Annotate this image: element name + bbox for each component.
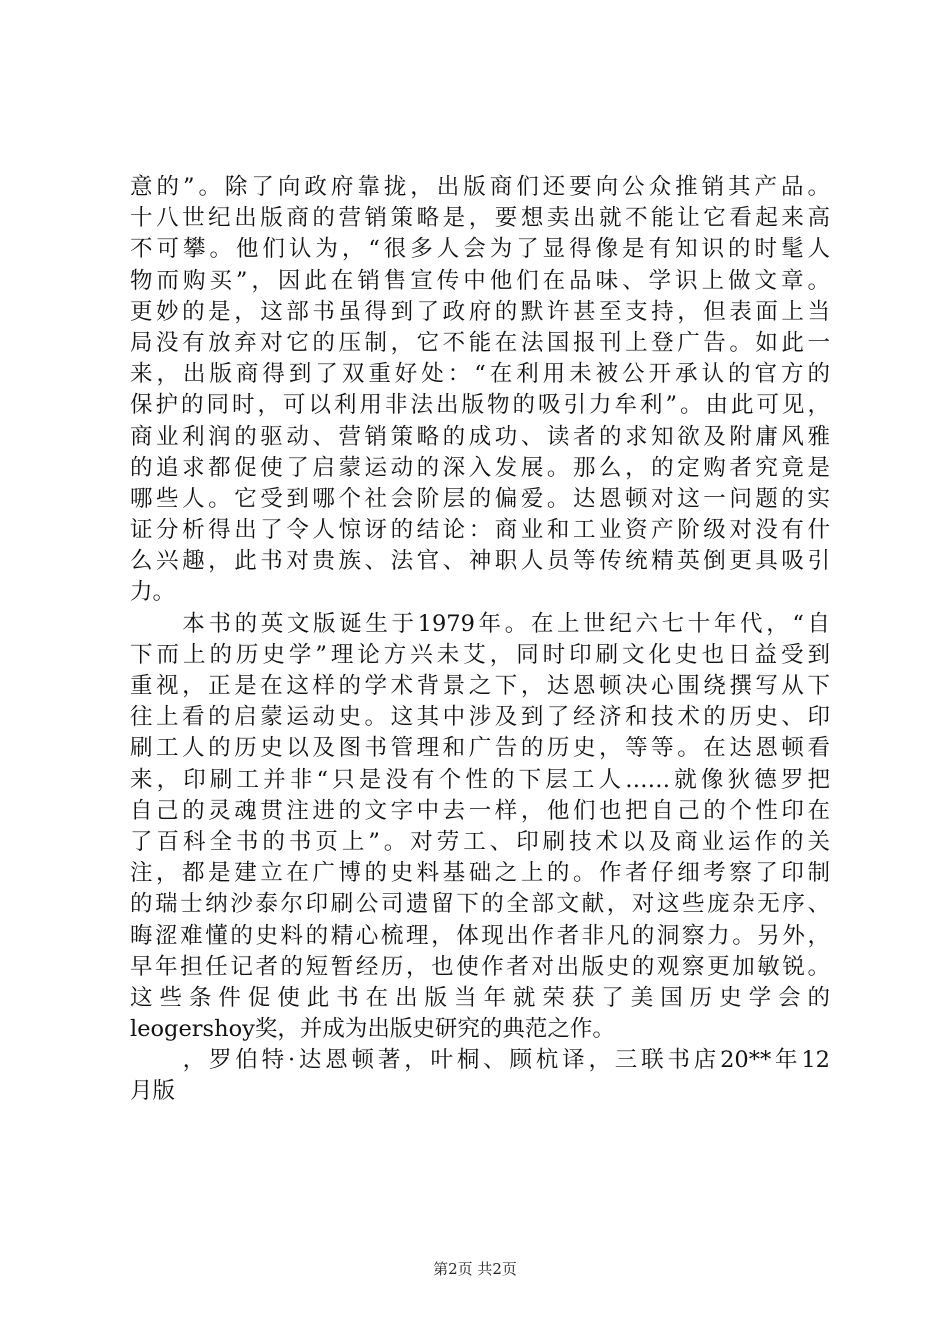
text-line: 的瑞士纳沙泰尔印刷公司遗留下的全部文献，对这些庞杂无序、 (130, 891, 830, 918)
text-line: 哪些人。它受到哪个社会阶层的偏爱。达恩顿对这一问题的实 (130, 485, 830, 512)
text-line: 注，都是建立在广博的史料基础之上的。作者仔细考察了印制 (130, 860, 830, 887)
text-line: 更妙的是，这部书虽得到了政府的默许甚至支持，但表面上当 (130, 298, 830, 325)
text-line: 晦涩难懂的史料的精心梳理，体现出作者非凡的洞察力。另外， (130, 922, 830, 949)
text-line: 本书的英文版诞生于1979年。在上世纪六七十年代，“自 (130, 610, 830, 637)
text-line: 的追求都促使了启蒙运动的深入发展。那么，的定购者究竟是 (130, 454, 830, 481)
text-line: 来，出版商得到了双重好处：“在利用未被公开承认的官方的 (130, 361, 830, 388)
text-line: 月版 (130, 1078, 176, 1105)
text-line: 物而购买”，因此在销售宣传中他们在品味、学识上做文章。 (130, 267, 830, 294)
text-line: 刷工人的历史以及图书管理和广告的历史，等等。在达恩顿看 (130, 735, 830, 762)
body-text (130, 172, 830, 1108)
text-line: 这些条件促使此书在出版当年就荣获了美国历史学会的 (130, 984, 830, 1011)
text-line: ，罗伯特·达恩顿著，叶桐、顾杭译，三联书店20**年12 (130, 1047, 830, 1074)
text-line: 证分析得出了令人惊讶的结论：商业和工业资产阶级对没有什 (130, 517, 830, 544)
text-line: 来，印刷工并非“只是没有个性的下层工人……就像狄德罗把 (130, 766, 830, 793)
text-line: 力。 (130, 579, 176, 606)
text-line: 商业利润的驱动、营销策略的成功、读者的求知欲及附庸风雅 (130, 423, 830, 450)
text-line: 不可攀。他们认为，“很多人会为了显得像是有知识的时髦人 (130, 236, 830, 263)
text-line: 重视，正是在这样的学术背景之下，达恩顿决心围绕撰写从下 (130, 673, 830, 699)
text-line: 往上看的启蒙运动史。这其中涉及到了经济和技术的历史、印 (130, 704, 830, 731)
text-line: 保护的同时，可以利用非法出版物的吸引力牟利”。由此可见， (130, 392, 830, 419)
text-line: 早年担任记者的短暂经历，也使作者对出版史的观察更加敏锐。 (130, 953, 830, 980)
text-line: 十八世纪出版商的营销策略是，要想卖出就不能让它看起来高 (130, 205, 830, 232)
text-line: leogershoy奖，并成为出版史研究的典范之作。 (130, 1016, 615, 1043)
text-line: 么兴趣，此书对贵族、法官、神职人员等传统精英倒更具吸引 (130, 548, 830, 575)
text-line: 意的”。除了向政府靠拢，出版商们还要向公众推销其产品。 (130, 174, 830, 200)
text-line: 局没有放弃对它的压制，它不能在法国报刊上登广告。如此一 (130, 329, 830, 356)
text-line: 自己的灵魂贯注进的文字中去一样，他们也把自己的个性印在 (130, 797, 830, 824)
text-line: 下而上的历史学”理论方兴未艾，同时印刷文化史也日益受到 (130, 641, 830, 668)
text-line: 了百科全书的书页上”。对劳工、印刷技术以及商业运作的关 (130, 828, 830, 855)
page-number-footer: 第2页 共2页 (433, 1260, 517, 1278)
